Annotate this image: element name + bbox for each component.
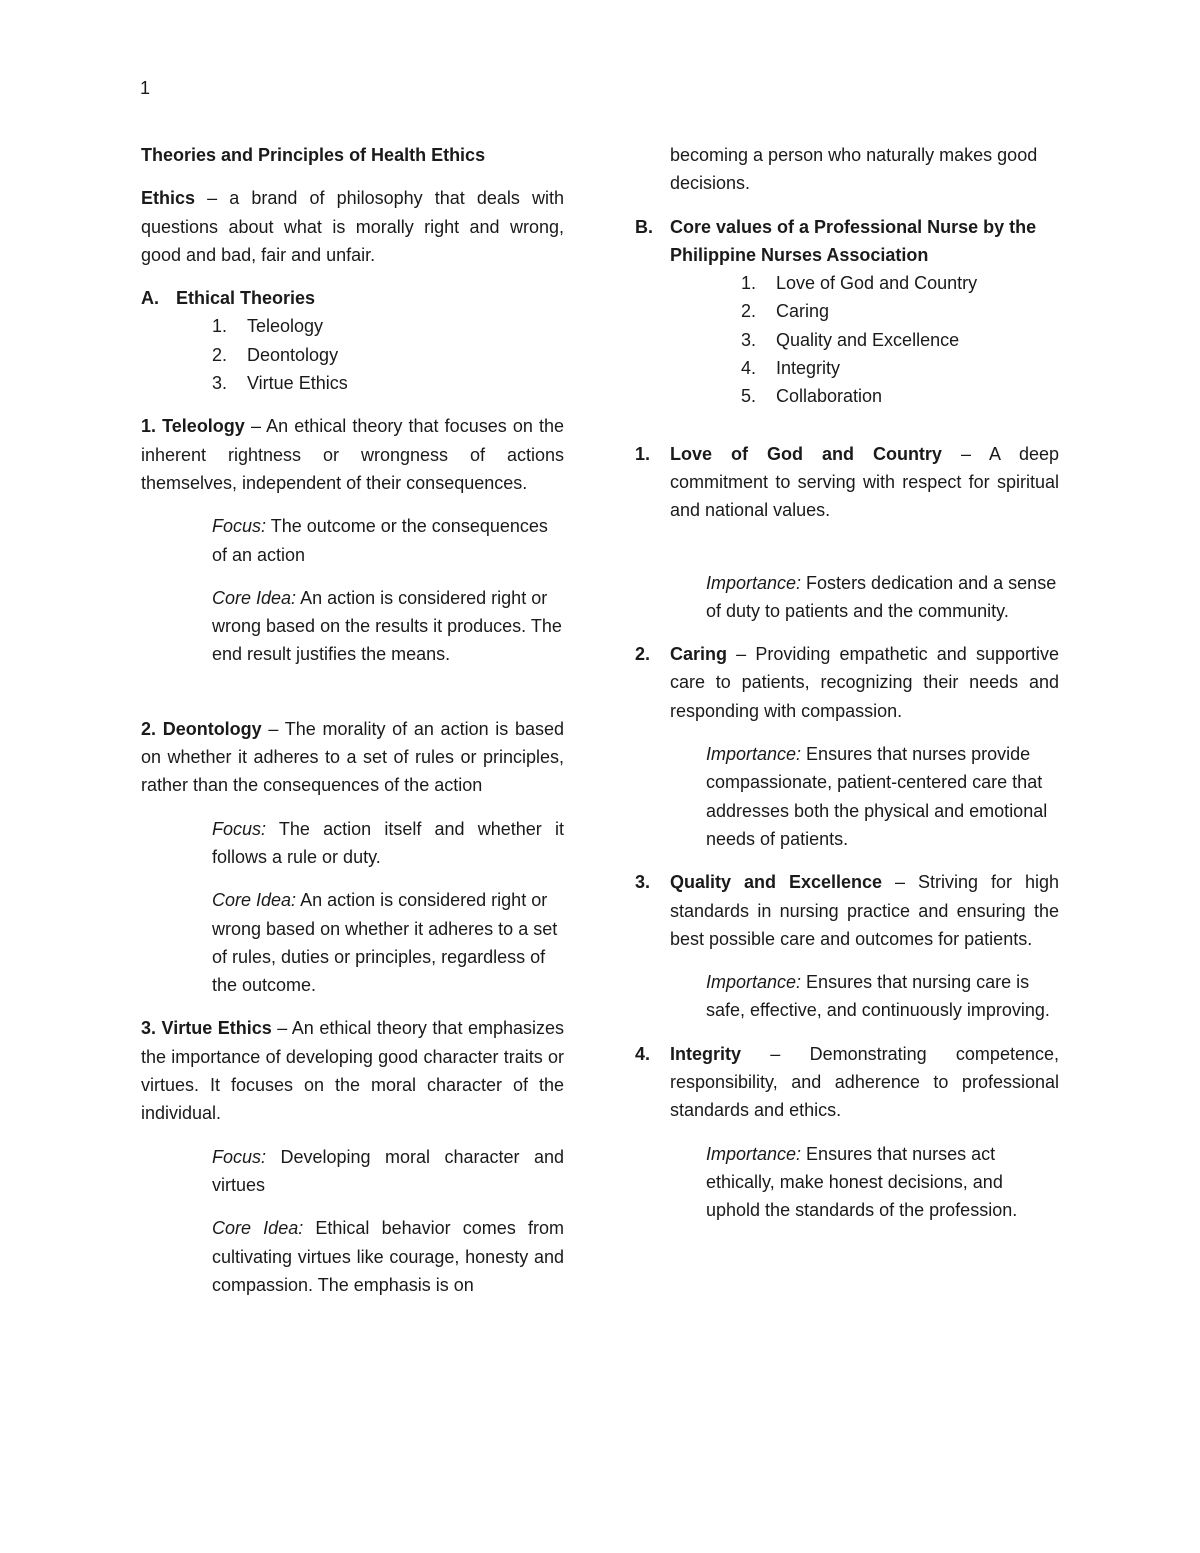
list-item-label: Collaboration [776, 386, 883, 407]
section-a-heading [141, 284, 564, 312]
virtue-ethics-focus: Focus: Developing moral character and virtues [212, 1146, 564, 1195]
list-item-label: Virtue Ethics [247, 373, 348, 394]
deontology-term: 2. Deontology [141, 718, 262, 739]
list-item-label: Teleology [247, 316, 324, 337]
value-importance: Importance: Fosters dedication and a sense of duty to patients and the community. [706, 572, 1057, 621]
value-integrity: 4. Integrity – Demonstrating competence, responsibility, and adherence to professional standards and ethics. [635, 1043, 1059, 1121]
section-b-marker: B. [635, 216, 653, 237]
list-item: 3. Quality and Excellence [741, 326, 1059, 354]
deontology-core-idea: Core Idea: An action is considered right or wrong based on whether it adheres to a set of rules, duties or principles, regardless of the outcome. [212, 890, 558, 996]
deontology-focus: Focus: The action itself and whether it follows a rule or duty. [212, 818, 564, 867]
virtue-ethics-core-idea: Core Idea: Ethical behavior comes from cultivating virtues like courage, honesty and compassion. The emphasis is on [212, 1218, 564, 1295]
list-item: 4. Integrity [741, 354, 1059, 382]
value-caring: 2. Caring – Providing empathetic and supportive care to patients, recognizing their needs and responding with compassion. [635, 644, 1059, 721]
virtue-ethics-continuation: becoming a person who naturally makes good decisions. [670, 145, 1038, 194]
section-b-title: Core values of a Professional Nurse by the Philippine Nurses Association [670, 216, 1037, 265]
ethics-definition [141, 184, 564, 269]
value-term: Love of God and Country [670, 443, 942, 464]
value-quality-and-excellence: 3. Quality and Excellence – Striving for high standards in nursing practice and ensuring the best possible care and outcomes for patients. [635, 872, 1059, 949]
list-item-label: Quality and Excellence [776, 329, 960, 350]
list-item-label: Caring [776, 301, 830, 322]
list-item: 1. Love of God and Country [741, 269, 1059, 297]
document-title: Theories and Principles of Health Ethics [141, 145, 486, 165]
list-item: 1. Teleology [212, 312, 564, 340]
section-a-marker: A. [141, 288, 159, 309]
page-number: 1 [140, 78, 151, 98]
virtue-ethics-definition: 3. Virtue Ethics – An ethical theory that emphasizes the importance of developing good character traits or virtues. It focuses on the moral character of the individual. [141, 1018, 565, 1124]
teleology-term: 1. Teleology [141, 416, 245, 437]
value-term: Quality and Excellence [670, 872, 883, 893]
teleology-focus: Focus: The outcome or the consequences of an action [212, 516, 548, 565]
value-term: Caring [670, 644, 728, 665]
value-term: Integrity [670, 1043, 742, 1064]
value-love-of-god-and-country: 1. Love of God and Country – A deep commitment to serving with respect for spiritual and national values. [635, 443, 1059, 521]
list-item-label: Deontology [247, 344, 339, 365]
deontology-definition: 2. Deontology – The morality of an action is based on whether it adheres to a set of rules or principles, rather than the consequences of the action [141, 718, 565, 796]
list-item: 5. Collaboration [741, 382, 1059, 410]
list-item: 2. Caring [741, 297, 1059, 325]
core-values-list [635, 269, 1059, 410]
value-importance: Importance: Ensures that nurses provide compassionate, patient-centered care that addresses both the physical and emotional needs of patients. [706, 744, 1048, 849]
left-column [141, 141, 564, 1299]
list-item: 3. Virtue Ethics [212, 369, 564, 397]
ethical-theories-list [141, 312, 564, 397]
value-importance: Importance: Ensures that nursing care is safe, effective, and continuously improving. [706, 972, 1050, 1021]
teleology-definition: 1. Teleology – An ethical theory that focuses on the inherent rightness or wrongness of actions themselves, independent of their consequences. [141, 416, 565, 493]
list-item-label: Integrity [776, 358, 841, 379]
ethics-term: Ethics [141, 188, 196, 209]
section-b-heading [635, 213, 1059, 270]
list-item-label: Love of God and Country [776, 273, 978, 294]
list-item: 2. Deontology [212, 341, 564, 369]
right-column [635, 141, 1059, 1225]
ethics-def-text: – a brand of philosophy that deals with questions about what is morally right and wrong, good and bad, fair and unfair. [141, 188, 564, 265]
section-a-title: Ethical Theories [176, 288, 316, 309]
teleology-core-idea: Core Idea: An action is considered right or wrong based on the results it produces. The end result justifies the means. [212, 587, 562, 665]
value-importance: Importance: Ensures that nurses act ethically, make honest decisions, and uphold the standards of the profession. [706, 1143, 1018, 1221]
virtue-ethics-term: 3. Virtue Ethics [141, 1018, 272, 1039]
